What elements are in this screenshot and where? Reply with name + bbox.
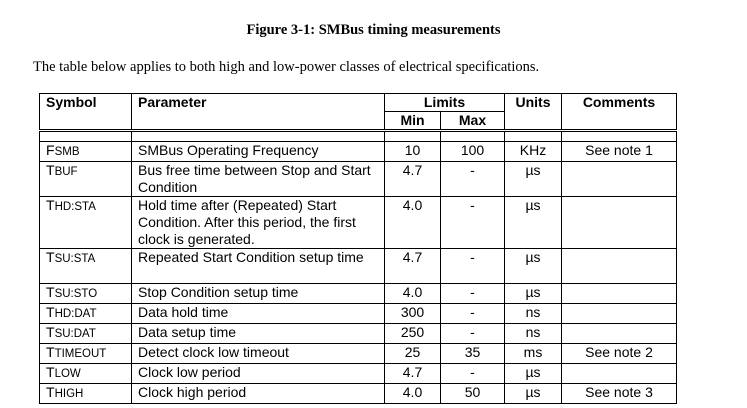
symbol-subscript: SU:DAT — [54, 328, 96, 340]
units-cell: ms — [505, 344, 562, 364]
table-row — [40, 364, 677, 384]
symbol-letter: T — [46, 364, 55, 380]
symbol-subscript: LOW — [54, 368, 81, 380]
symbol-letter: T — [46, 249, 55, 265]
header-parameter: Parameter — [132, 94, 385, 131]
max-cell: - — [441, 304, 505, 324]
symbol-letter: T — [46, 384, 55, 400]
table-row — [40, 324, 677, 344]
symbol-cell — [40, 324, 132, 344]
symbol-cell — [40, 142, 132, 162]
comments-cell — [562, 304, 677, 324]
intro-paragraph: The table below applies to both high and low-power classes of electrical specifications. — [33, 59, 540, 75]
parameter-cell: Clock low period — [132, 364, 385, 384]
table-row — [40, 197, 677, 249]
header-max: Max — [441, 112, 505, 131]
parameter-cell: Clock high period — [132, 384, 385, 404]
units-cell: ns — [505, 304, 562, 324]
min-cell: 300 — [385, 304, 441, 324]
min-cell: 4.7 — [385, 364, 441, 384]
header-comments: Comments — [562, 94, 677, 131]
units-cell: µs — [505, 197, 562, 249]
symbol-cell — [40, 304, 132, 324]
parameter-cell: Detect clock low timeout — [132, 344, 385, 364]
symbol-letter: F — [46, 142, 55, 158]
comments-cell: See note 2 — [562, 344, 677, 364]
max-cell: - — [441, 364, 505, 384]
symbol-cell — [40, 364, 132, 384]
comments-cell — [562, 249, 677, 284]
symbol-letter: T — [46, 162, 55, 178]
table-row — [40, 249, 677, 284]
symbol-subscript: SU:STO — [54, 288, 98, 300]
comments-cell: See note 3 — [562, 384, 677, 404]
symbol-letter: T — [46, 344, 55, 360]
header-limits: Limits — [385, 94, 505, 112]
parameter-cell: Hold time after (Repeated) Start Condition. After this period, the first clock is generated. — [132, 197, 385, 249]
symbol-subscript: SMB — [54, 146, 80, 158]
comments-cell — [562, 364, 677, 384]
table-row — [40, 142, 677, 162]
comments-cell — [562, 284, 677, 304]
comments-cell: See note 1 — [562, 142, 677, 162]
min-cell: 4.0 — [385, 284, 441, 304]
max-cell: - — [441, 284, 505, 304]
parameter-cell: Data setup time — [132, 324, 385, 344]
parameter-cell: Bus free time between Stop and Start Condition — [132, 162, 385, 197]
comments-cell — [562, 162, 677, 197]
symbol-letter: T — [46, 304, 55, 320]
units-cell: µs — [505, 162, 562, 197]
table-row — [40, 384, 677, 404]
min-cell: 25 — [385, 344, 441, 364]
min-cell: 4.7 — [385, 162, 441, 197]
units-cell: µs — [505, 249, 562, 284]
max-cell: 50 — [441, 384, 505, 404]
table-row — [40, 284, 677, 304]
max-cell: 35 — [441, 344, 505, 364]
symbol-letter: T — [46, 197, 55, 213]
symbol-cell — [40, 197, 132, 249]
symbol-cell — [40, 344, 132, 364]
table-row — [40, 162, 677, 197]
parameter-cell: Repeated Start Condition setup time — [132, 249, 385, 284]
parameter-cell: Stop Condition setup time — [132, 284, 385, 304]
max-cell: 100 — [441, 142, 505, 162]
max-cell: - — [441, 197, 505, 249]
units-cell: µs — [505, 384, 562, 404]
units-cell: ns — [505, 324, 562, 344]
max-cell: - — [441, 249, 505, 284]
max-cell: - — [441, 324, 505, 344]
symbol-cell — [40, 384, 132, 404]
symbol-subscript: HIGH — [54, 388, 84, 400]
units-cell: KHz — [505, 142, 562, 162]
symbol-letter: T — [46, 284, 55, 300]
min-cell: 250 — [385, 324, 441, 344]
symbol-cell — [40, 249, 132, 284]
header-symbol: Symbol — [40, 94, 132, 131]
symbol-subscript: TIMEOUT — [54, 348, 107, 360]
table-row — [40, 304, 677, 324]
symbol-letter: T — [46, 324, 55, 340]
min-cell: 4.0 — [385, 384, 441, 404]
symbol-subscript: BUF — [54, 166, 78, 178]
symbol-cell — [40, 162, 132, 197]
comments-cell — [562, 324, 677, 344]
min-cell: 4.7 — [385, 249, 441, 284]
units-cell: µs — [505, 284, 562, 304]
units-cell: µs — [505, 364, 562, 384]
header-row — [40, 94, 677, 112]
figure-caption: Figure 3-1: SMBus timing measurements — [246, 22, 501, 38]
parameter-cell: Data hold time — [132, 304, 385, 324]
timing-table — [39, 93, 677, 404]
symbol-cell — [40, 284, 132, 304]
comments-cell — [562, 197, 677, 249]
symbol-subscript: HD:STA — [54, 201, 96, 213]
symbol-subscript: SU:STA — [54, 253, 96, 265]
parameter-cell: SMBus Operating Frequency — [132, 142, 385, 162]
symbol-subscript: HD:DAT — [54, 308, 97, 320]
header-min: Min — [385, 112, 441, 131]
header-spacer-row — [40, 131, 677, 142]
table-row — [40, 344, 677, 364]
max-cell: - — [441, 162, 505, 197]
header-units: Units — [505, 94, 562, 131]
min-cell: 10 — [385, 142, 441, 162]
min-cell: 4.0 — [385, 197, 441, 249]
